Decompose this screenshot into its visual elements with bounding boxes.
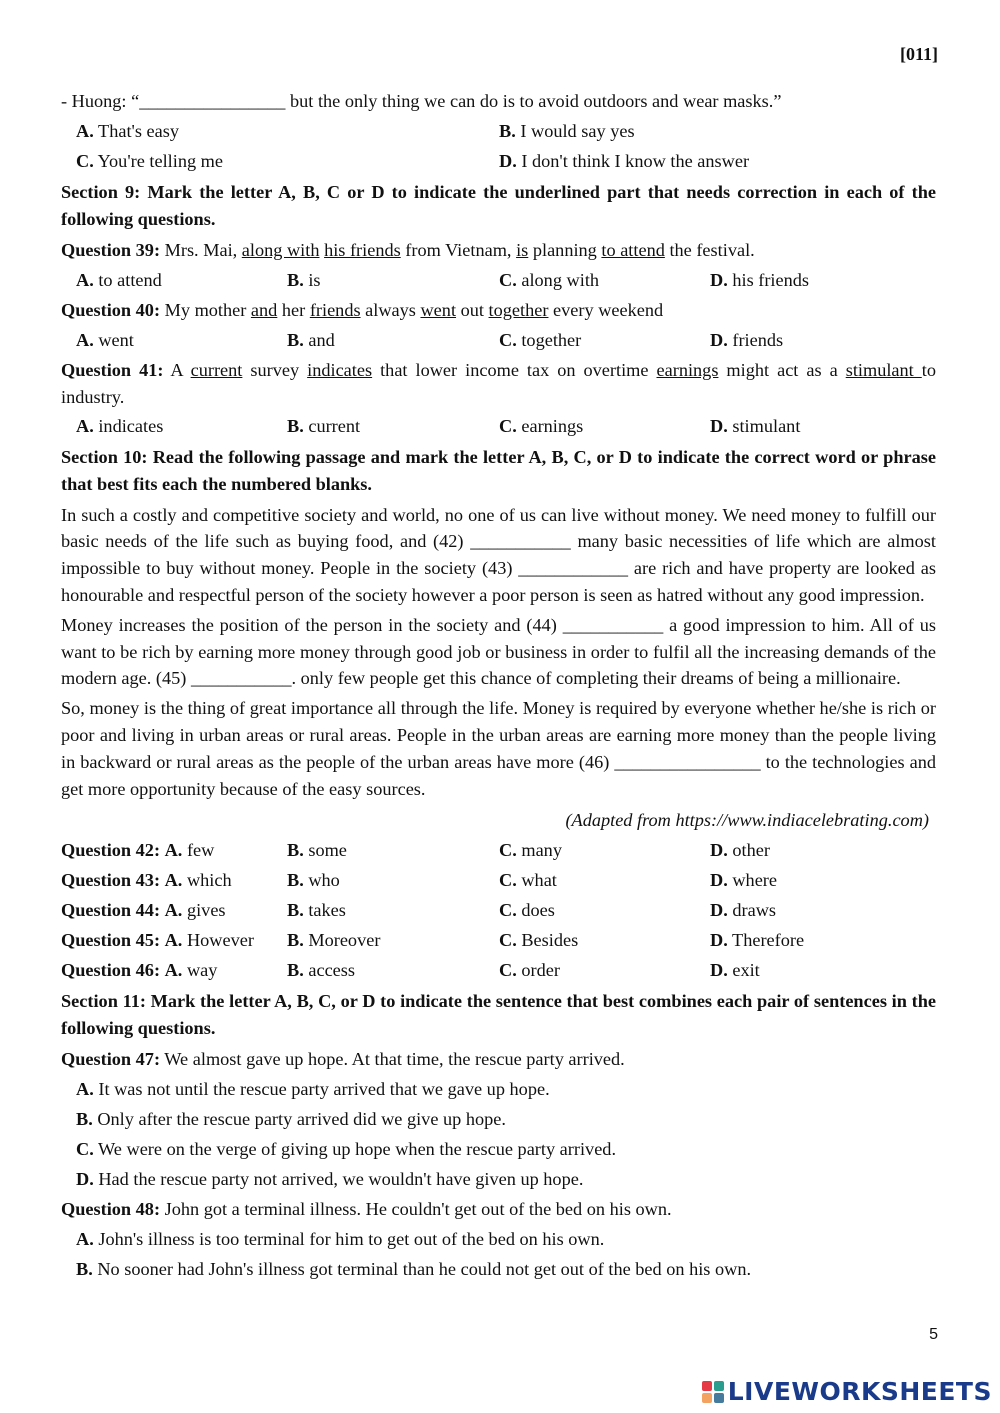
question-label: Question 48: bbox=[61, 1199, 161, 1220]
underlined-part: went bbox=[420, 300, 457, 320]
passage-source: (Adapted from https://www.indiacelebrating.com) bbox=[565, 810, 929, 831]
section-10-heading: Section 10: Read the following passage and mark the letter A, B, C, or D to indicate the correct word or phrase that best fits each the numbered blanks. bbox=[61, 446, 936, 494]
huong-line bbox=[61, 86, 936, 116]
question-48: Question 48: John got a terminal illness. He couldn't get out of the bed on his own. bbox=[61, 1199, 672, 1220]
option-b: B. No sooner had John's illness got terminal than he could not get out of the bed on his own. bbox=[76, 1259, 752, 1280]
option-a: A. to attend bbox=[76, 270, 162, 290]
underlined-part: earnings bbox=[656, 360, 719, 380]
option-d: D. friends bbox=[710, 330, 784, 350]
option-b: B. and bbox=[287, 330, 335, 350]
option-b: B. some bbox=[287, 840, 347, 861]
question-label: Question 45: bbox=[61, 930, 161, 951]
option-a: A. It was not until the rescue party arrived that we gave up hope. bbox=[76, 1079, 550, 1100]
question-label: Question 44: bbox=[61, 900, 161, 921]
underlined-part: along with bbox=[241, 240, 320, 260]
question-label: Question 42: bbox=[61, 840, 161, 861]
option-b: B. current bbox=[287, 415, 361, 436]
option-d: D. his friends bbox=[710, 270, 810, 290]
page-number: 5 bbox=[929, 1326, 938, 1343]
option-c: C. many bbox=[499, 840, 562, 861]
option-b: B. access bbox=[287, 960, 356, 981]
option-d: D. other bbox=[710, 840, 770, 861]
option-c: C. Besides bbox=[499, 930, 579, 951]
underlined-part: to attend bbox=[601, 240, 665, 260]
page-code: [011] bbox=[900, 44, 938, 64]
question-41-options bbox=[61, 411, 936, 441]
underlined-part: indicates bbox=[307, 360, 373, 380]
option-d: D. draws bbox=[710, 900, 777, 921]
option-a: A. indicates bbox=[76, 415, 164, 436]
question-45-row: Question 45: A. However B. Moreover C. Besides D. Therefore bbox=[61, 925, 936, 955]
huong-option-d: D. I don't think I know the answer bbox=[499, 151, 750, 171]
huong-option-a: A. That's easy bbox=[76, 121, 179, 141]
huong-options-row-1 bbox=[61, 116, 936, 146]
huong-option-b: B. I would say yes bbox=[499, 121, 635, 141]
question-39-options bbox=[61, 265, 936, 295]
option-b: B. Only after the rescue party arrived did we give up hope. bbox=[76, 1109, 506, 1130]
option-b: B. takes bbox=[287, 900, 346, 921]
question-43-row: Question 43: A. which B. who C. what D. where bbox=[61, 865, 936, 895]
option-c: C. together bbox=[499, 330, 582, 350]
question-39: Question 39: Mrs. Mai, along with his friends from Vietnam, is planning to attend the festival. bbox=[61, 240, 755, 260]
option-c: C. does bbox=[499, 900, 555, 921]
option-a: A. John's illness is too terminal for him to get out of the bed on his own. bbox=[76, 1229, 605, 1250]
section-9-heading: Section 9: Mark the letter A, B, C or D to indicate the underlined part that needs correction in each of the following questions. bbox=[61, 182, 936, 229]
underlined-part: friends bbox=[309, 300, 361, 320]
question-40: Question 40: My mother and her friends always went out together every weekend bbox=[61, 300, 664, 320]
huong-prefix: - Huong: “ bbox=[61, 91, 140, 111]
underlined-part: and bbox=[250, 300, 278, 320]
question-42-row: Question 42: A. few B. some C. many D. other bbox=[61, 835, 936, 865]
section-11-heading: Section 11: Mark the letter A, B, C, or D to indicate the sentence that best combines each pair of sentences in the following questions. bbox=[61, 991, 936, 1039]
option-b: B. who bbox=[287, 870, 340, 891]
underlined-part: his friends bbox=[324, 240, 401, 260]
option-c: C. order bbox=[499, 960, 560, 981]
option-c: C. along with bbox=[499, 270, 600, 290]
logo-icon bbox=[702, 1381, 724, 1403]
option-d: D. exit bbox=[710, 960, 760, 981]
passage-paragraph-2: Money increases the position of the person in the society and (44) ___________ a good impression to him. All of us want to be rich by earning more money through good job or business in order to fulfil all the increasing demands of the modern age. (45) ___________. only few people get this chance of completing their dreams of being a millionaire. bbox=[61, 614, 936, 689]
logo-square bbox=[714, 1393, 724, 1403]
liveworksheets-logo bbox=[702, 1377, 992, 1406]
option-d: D. Therefore bbox=[710, 930, 805, 951]
huong-option-c: C. You're telling me bbox=[76, 151, 224, 171]
option-c: C. We were on the verge of giving up hope when the rescue party arrived. bbox=[76, 1139, 617, 1160]
passage-paragraph-1: In such a costly and competitive society and world, no one of us can live without money. We need money to fulfill our basic needs of the life such as buying food, and (42) ___________ many basic necessities of life which are almost impossible to buy without money. People in the society (43) ____________ are rich and have property are looked as honourable and respectful person of the society however a poor person is seen as hatred without any good impression. bbox=[61, 504, 936, 605]
question-label: Question 40: bbox=[61, 300, 161, 320]
huong-blank: ________________ bbox=[139, 91, 286, 111]
option-b: B. is bbox=[287, 270, 321, 290]
option-c: C. what bbox=[499, 870, 557, 891]
worksheet-content bbox=[61, 86, 936, 1284]
passage-paragraph-3: So, money is the thing of great importance all through the life. Money is required by everyone whether he/she is rich or poor and living in urban areas or rural areas. People in the urban areas are earning more money than the people living in backward or rural areas as the people of the urban areas have more (46) ________________ to the technologies and get more opportunity because of the easy sources. bbox=[61, 698, 936, 799]
option-d: D. stimulant bbox=[710, 415, 801, 436]
question-label: Question 41: bbox=[61, 360, 164, 380]
question-label: Question 39: bbox=[61, 240, 161, 260]
huong-options-row-2 bbox=[61, 146, 936, 176]
underlined-part: current bbox=[190, 360, 243, 380]
logo-text: LIVEWORKSHEETS bbox=[727, 1377, 992, 1406]
logo-square bbox=[714, 1381, 724, 1391]
question-47: Question 47: We almost gave up hope. At that time, the rescue party arrived. bbox=[61, 1049, 625, 1070]
underlined-part: together bbox=[488, 300, 549, 320]
question-46-row: Question 46: A. way B. access C. order D. exit bbox=[61, 955, 936, 985]
logo-square bbox=[702, 1393, 712, 1403]
option-d: D. Had the rescue party not arrived, we wouldn't have given up hope. bbox=[76, 1169, 584, 1190]
logo-square bbox=[702, 1381, 712, 1391]
option-d: D. where bbox=[710, 870, 778, 891]
underlined-part: stimulant bbox=[845, 360, 922, 380]
huong-suffix: but the only thing we can do is to avoid outdoors and wear masks.” bbox=[285, 91, 782, 111]
option-b: B. Moreover bbox=[287, 930, 381, 951]
option-c: C. earnings bbox=[499, 415, 584, 436]
question-40-options bbox=[61, 325, 936, 355]
underlined-part: is bbox=[516, 240, 529, 260]
question-label: Question 43: bbox=[61, 870, 161, 891]
question-label: Question 47: bbox=[61, 1049, 161, 1070]
question-label: Question 46: bbox=[61, 960, 161, 981]
option-a: A. went bbox=[76, 330, 134, 350]
question-41: Question 41: A current survey indicates that lower income tax on overtime earnings might act as a stimulant to industry. bbox=[61, 360, 936, 407]
question-44-row: Question 44: A. gives B. takes C. does D. draws bbox=[61, 895, 936, 925]
